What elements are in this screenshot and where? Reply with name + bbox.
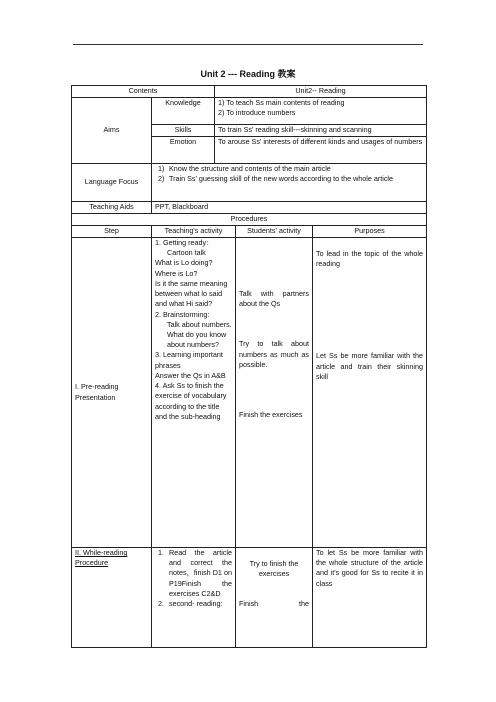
skills-value: To train Ss' reading skill---skinning and scanning [215, 125, 427, 137]
procedures-heading: Procedures [72, 214, 427, 226]
procedures-heading-row [72, 214, 427, 226]
header-rule [73, 44, 423, 45]
column-header-teacher: Teaching's activity [152, 226, 236, 238]
teacher-line: Talk about numbers. [167, 319, 232, 329]
teacher-line: 3. Learning important phrases [155, 350, 223, 370]
language-focus-label: Language Focus [72, 164, 152, 202]
column-header-purposes: Purposes [313, 226, 427, 238]
language-focus-row [72, 164, 427, 202]
teaching-aids-label: Teaching Aids [72, 202, 152, 214]
contents-row [72, 86, 427, 98]
while-reading-students-activity [236, 548, 313, 648]
knowledge-item: 2) To introduce numbers [218, 108, 296, 118]
language-focus-value [152, 164, 427, 202]
while-reading-row [72, 548, 427, 648]
aims-label: Aims [72, 98, 152, 164]
lesson-plan-table [71, 85, 427, 648]
teacher-line: 2. Brainstorming: [155, 309, 210, 319]
teacher-line: What is Lo doing? [155, 258, 213, 268]
knowledge-item: 1) To teach Ss main contents of reading [218, 98, 345, 107]
students-line: Finish the [239, 599, 309, 609]
page-title: Unit 2 --- Reading 教案 [200, 69, 296, 79]
while-reading-step: II. While-reading Procedure [72, 548, 152, 648]
teacher-line: 4. Ask Ss to finish the exercise of vocabulary according to the title and the sub-heading [155, 381, 227, 421]
contents-value: Unit2-- Reading [215, 86, 427, 98]
teacher-item: 2. second- reading: [158, 599, 223, 609]
column-header-students: Students' activity [236, 226, 313, 238]
skills-label: Skills [152, 125, 215, 137]
teacher-line: Cartoon talk [167, 248, 206, 258]
purpose-line: Let Ss be more familiar with the article and train their skinning skill [316, 351, 424, 381]
students-line: Try to talk about numbers as much as possible. [239, 339, 309, 369]
procedures-column-headers [72, 226, 427, 238]
pre-reading-purposes [313, 238, 427, 548]
pre-reading-students-activity [236, 238, 313, 548]
knowledge-value [215, 98, 427, 125]
teaching-aids-row [72, 202, 427, 214]
pre-reading-row [72, 238, 427, 548]
language-focus-item: 2) Train Ss' guessing skill of the new words according to the whole article [158, 174, 394, 184]
aims-knowledge-row [72, 98, 427, 125]
teacher-line: Answer the Qs in A&B [155, 370, 226, 380]
teacher-line: What do you know about numbers? [167, 329, 227, 350]
contents-label: Contents [72, 86, 215, 98]
students-line: Talk with partners about the Qs [239, 289, 309, 309]
pre-reading-step: I. Pre-reading Presentation [72, 238, 152, 548]
students-line: Finish the exercises [239, 410, 303, 420]
while-reading-purposes: To let Ss be more familiar with the whole structure of the article and it's good for Ss to recite it in class [313, 548, 427, 648]
students-line: Try to finish the exercises [249, 559, 299, 579]
knowledge-label: Knowledge [152, 98, 215, 125]
teacher-line: Is it the same meaning between what lo said and what Hi said? [155, 278, 228, 309]
teacher-line: 1. Getting ready： [155, 238, 214, 247]
emotion-value: To arouse Ss' interests of different kinds and usages of numbers [215, 137, 427, 164]
language-focus-item: 1) Know the structure and contents of the main article [158, 164, 331, 173]
pre-reading-teacher-activity [152, 238, 236, 548]
column-header-step: Step [72, 226, 152, 238]
emotion-label: Emotion [152, 137, 215, 164]
teacher-line: Where is Lo? [155, 268, 198, 278]
teacher-item: 1. Read the article and correct the notes，finish D1 on P19Finish the exercises C2&D [158, 548, 232, 598]
teaching-aids-value: PPT, Blackboard [152, 202, 427, 214]
while-reading-teacher-activity [152, 548, 236, 648]
purpose-line: To lead in the topic of the whole reading [316, 249, 424, 269]
